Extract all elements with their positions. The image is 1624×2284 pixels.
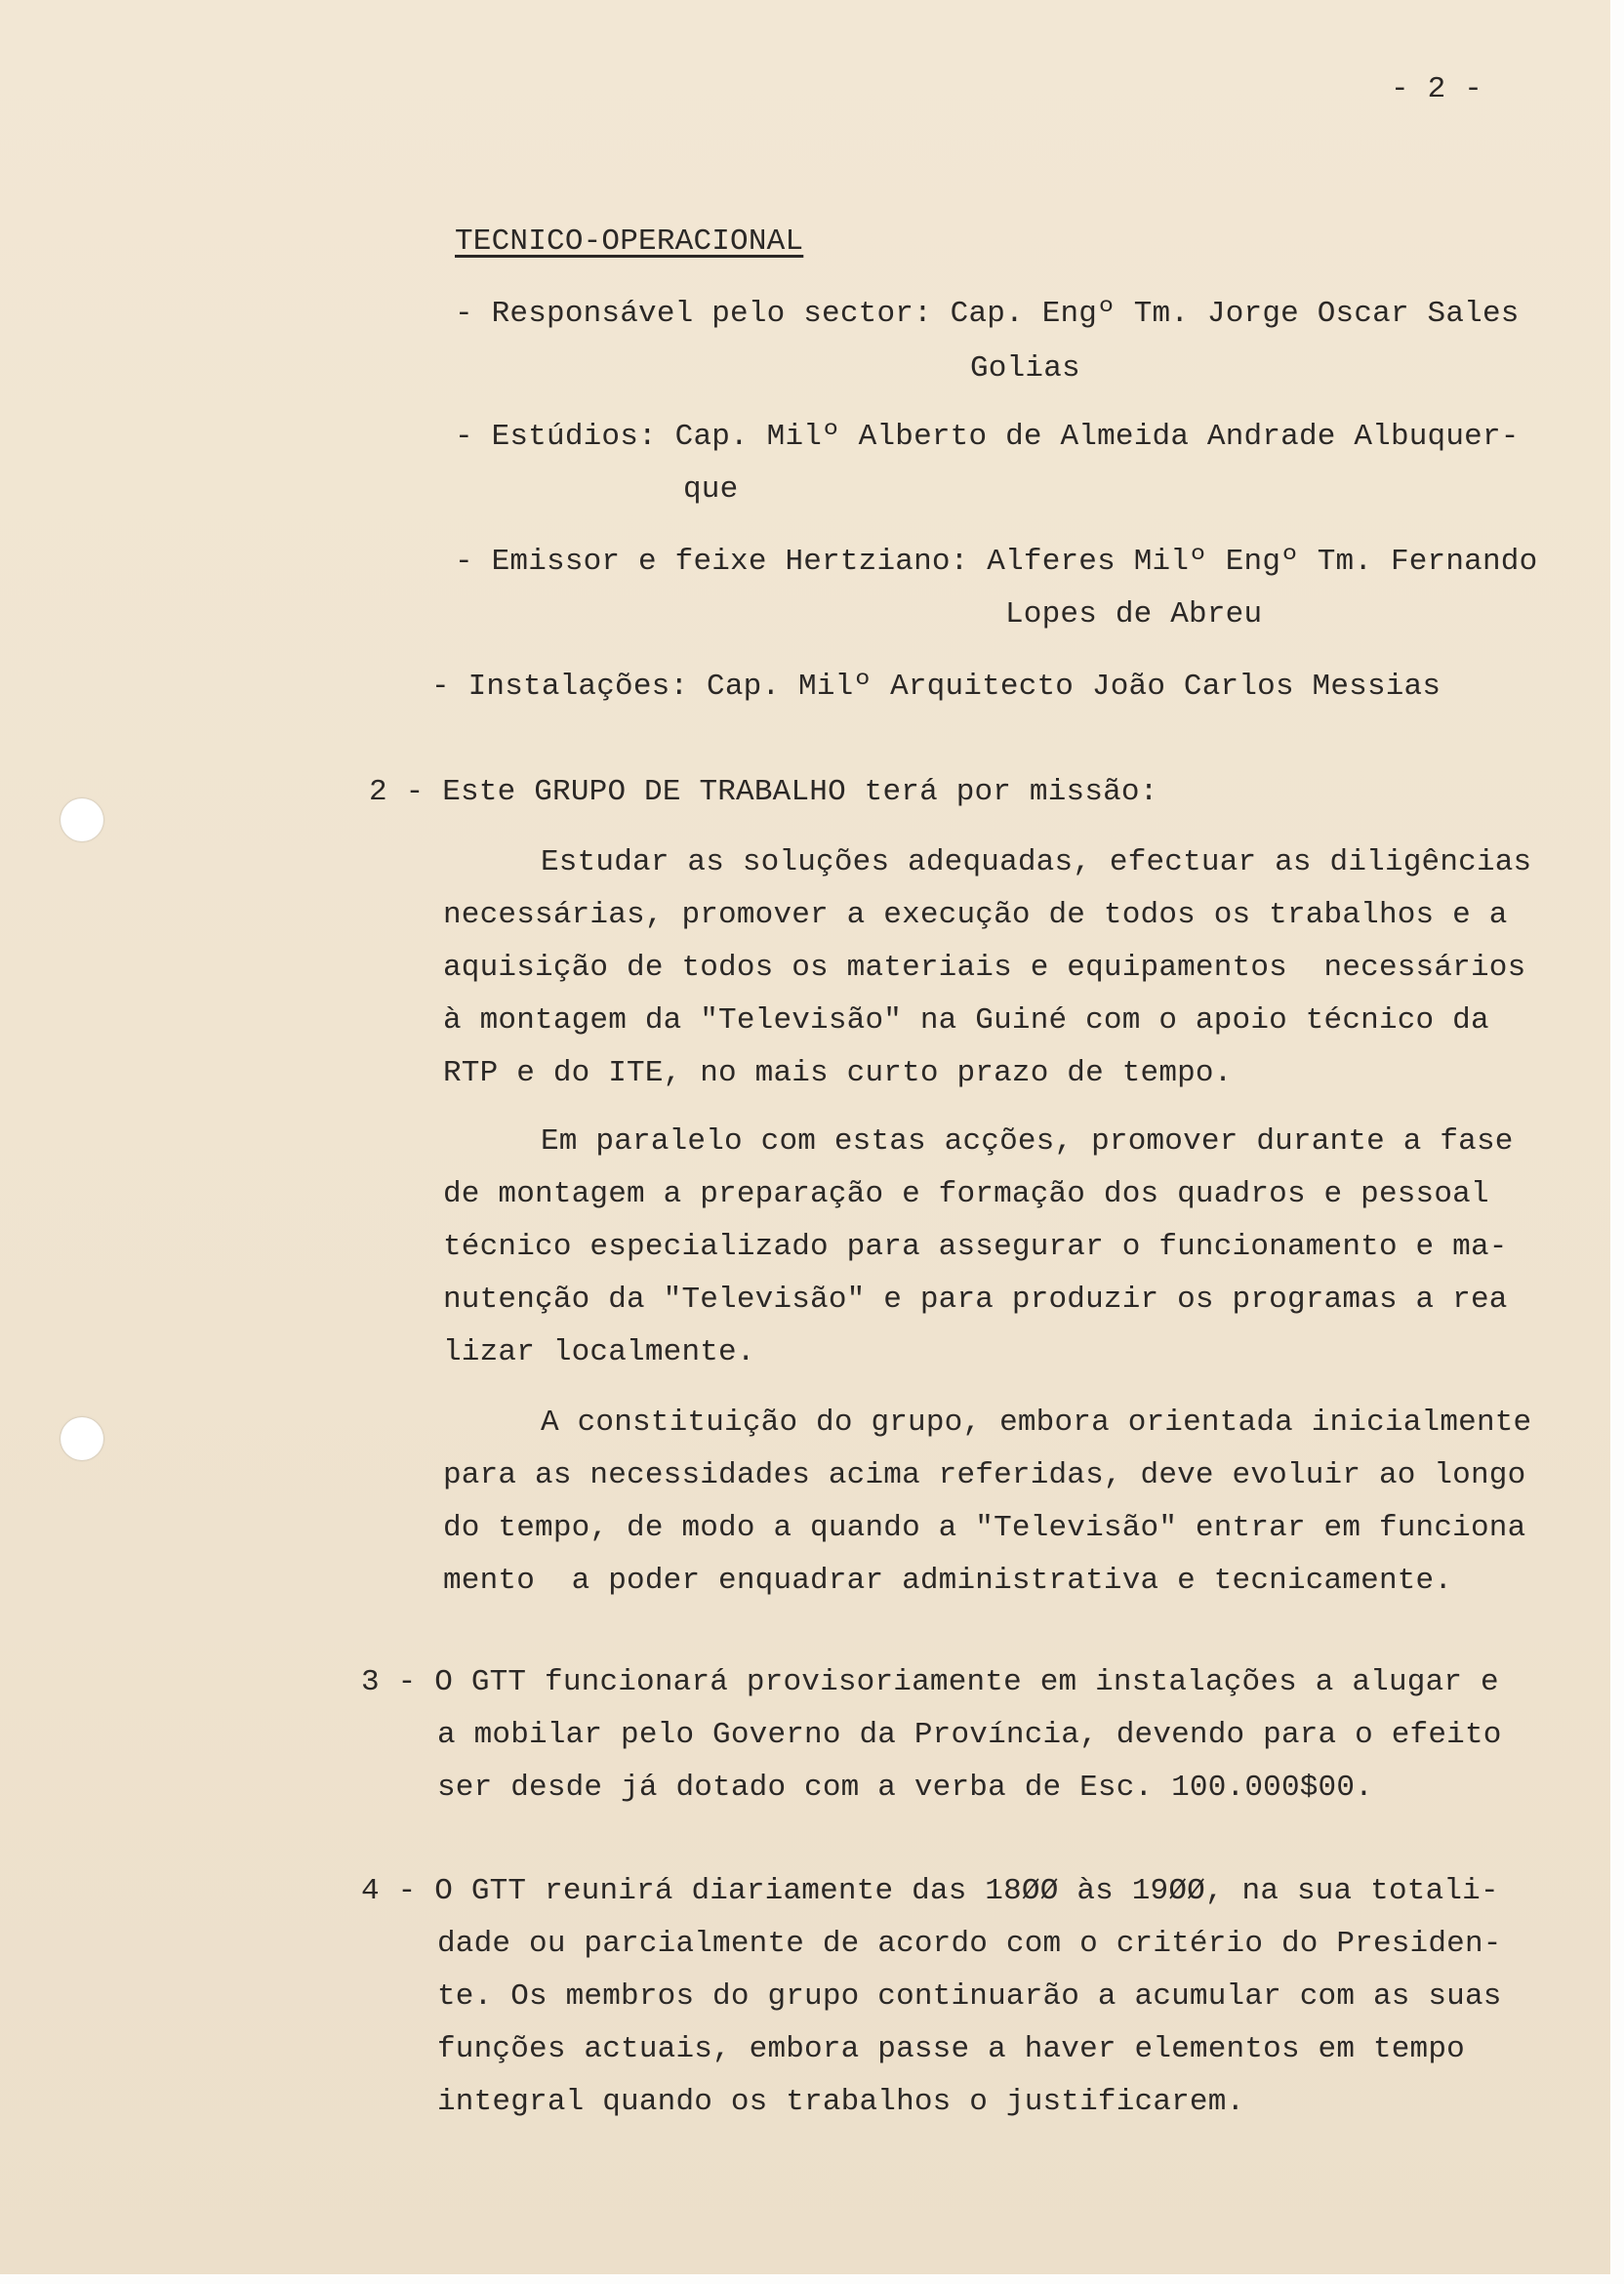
personnel-line: - Estúdios: Cap. Milº Alberto de Almeida Andrade Albuquer- xyxy=(455,420,1520,454)
scan-right-margin xyxy=(1610,0,1624,2284)
personnel-line: Lopes de Abreu xyxy=(1005,597,1263,632)
personnel-line: - Emissor e feixe Hertziano: Alferes Milº Engº Tm. Fernando xyxy=(455,545,1538,579)
paragraph-line: de montagem a preparação e formação dos quadros e pessoal xyxy=(443,1177,1489,1211)
section-4-line: dade ou parcialmente de acordo com o critério do Presiden- xyxy=(437,1927,1502,1961)
paragraph-line: do tempo, de modo a quando a "Televisão" entrar em funciona xyxy=(443,1511,1526,1545)
section-2-intro: 2 - Este GRUPO DE TRABALHO terá por missão: xyxy=(369,775,1158,809)
paragraph-line: Estudar as soluções adequadas, efectuar as diligências xyxy=(541,845,1532,879)
paragraph-line: lizar localmente. xyxy=(443,1335,755,1369)
punch-hole-bottom xyxy=(61,1417,103,1460)
paragraph-line: técnico especializado para assegurar o funcionamento e ma- xyxy=(443,1230,1508,1264)
section-4-line: te. Os membros do grupo continuarão a acumular com as suas xyxy=(437,1979,1502,2014)
section-4-line: integral quando os trabalhos o justificarem. xyxy=(437,2085,1245,2119)
paragraph-line: RTP e do ITE, no mais curto prazo de tempo. xyxy=(443,1056,1233,1090)
paragraph-line: mento a poder enquadrar administrativa e tecnicamente. xyxy=(443,1564,1453,1598)
paragraph-line: aquisição de todos os materiais e equipamentos necessários xyxy=(443,951,1526,985)
scan-bottom-margin xyxy=(0,2274,1624,2284)
section-heading: TECNICO-OPERACIONAL xyxy=(455,224,804,259)
punch-hole-top xyxy=(61,798,103,841)
personnel-line: que xyxy=(683,472,739,507)
paragraph-line: para as necessidades acima referidas, deve evoluir ao longo xyxy=(443,1458,1526,1492)
paragraph-line: nutenção da "Televisão" e para produzir os programas a rea xyxy=(443,1283,1508,1317)
section-4-line: funções actuais, embora passe a haver elementos em tempo xyxy=(437,2032,1465,2066)
paragraph-line: necessárias, promover a execução de todos os trabalhos e a xyxy=(443,898,1508,932)
section-3-line: a mobilar pelo Governo da Província, devendo para o efeito xyxy=(437,1718,1502,1752)
section-4-line: 4 - O GTT reunirá diariamente das 18ØØ às 19ØØ, na sua totali- xyxy=(361,1874,1499,1908)
page-number: - 2 - xyxy=(1391,72,1483,106)
personnel-line: Golias xyxy=(970,351,1080,386)
paragraph-line: A constituição do grupo, embora orientada inicialmente xyxy=(541,1406,1532,1440)
section-3-line: 3 - O GTT funcionará provisoriamente em instalações a alugar e xyxy=(361,1665,1499,1699)
personnel-line: - Instalações: Cap. Milº Arquitecto João Carlos Messias xyxy=(431,670,1441,704)
paragraph-line: à montagem da "Televisão" na Guiné com o apoio técnico da xyxy=(443,1003,1489,1038)
personnel-line: - Responsável pelo sector: Cap. Engº Tm. Jorge Oscar Sales xyxy=(455,297,1520,331)
section-3-line: ser desde já dotado com a verba de Esc. 100.000$00. xyxy=(437,1771,1373,1805)
paragraph-line: Em paralelo com estas acções, promover durante a fase xyxy=(541,1124,1514,1159)
